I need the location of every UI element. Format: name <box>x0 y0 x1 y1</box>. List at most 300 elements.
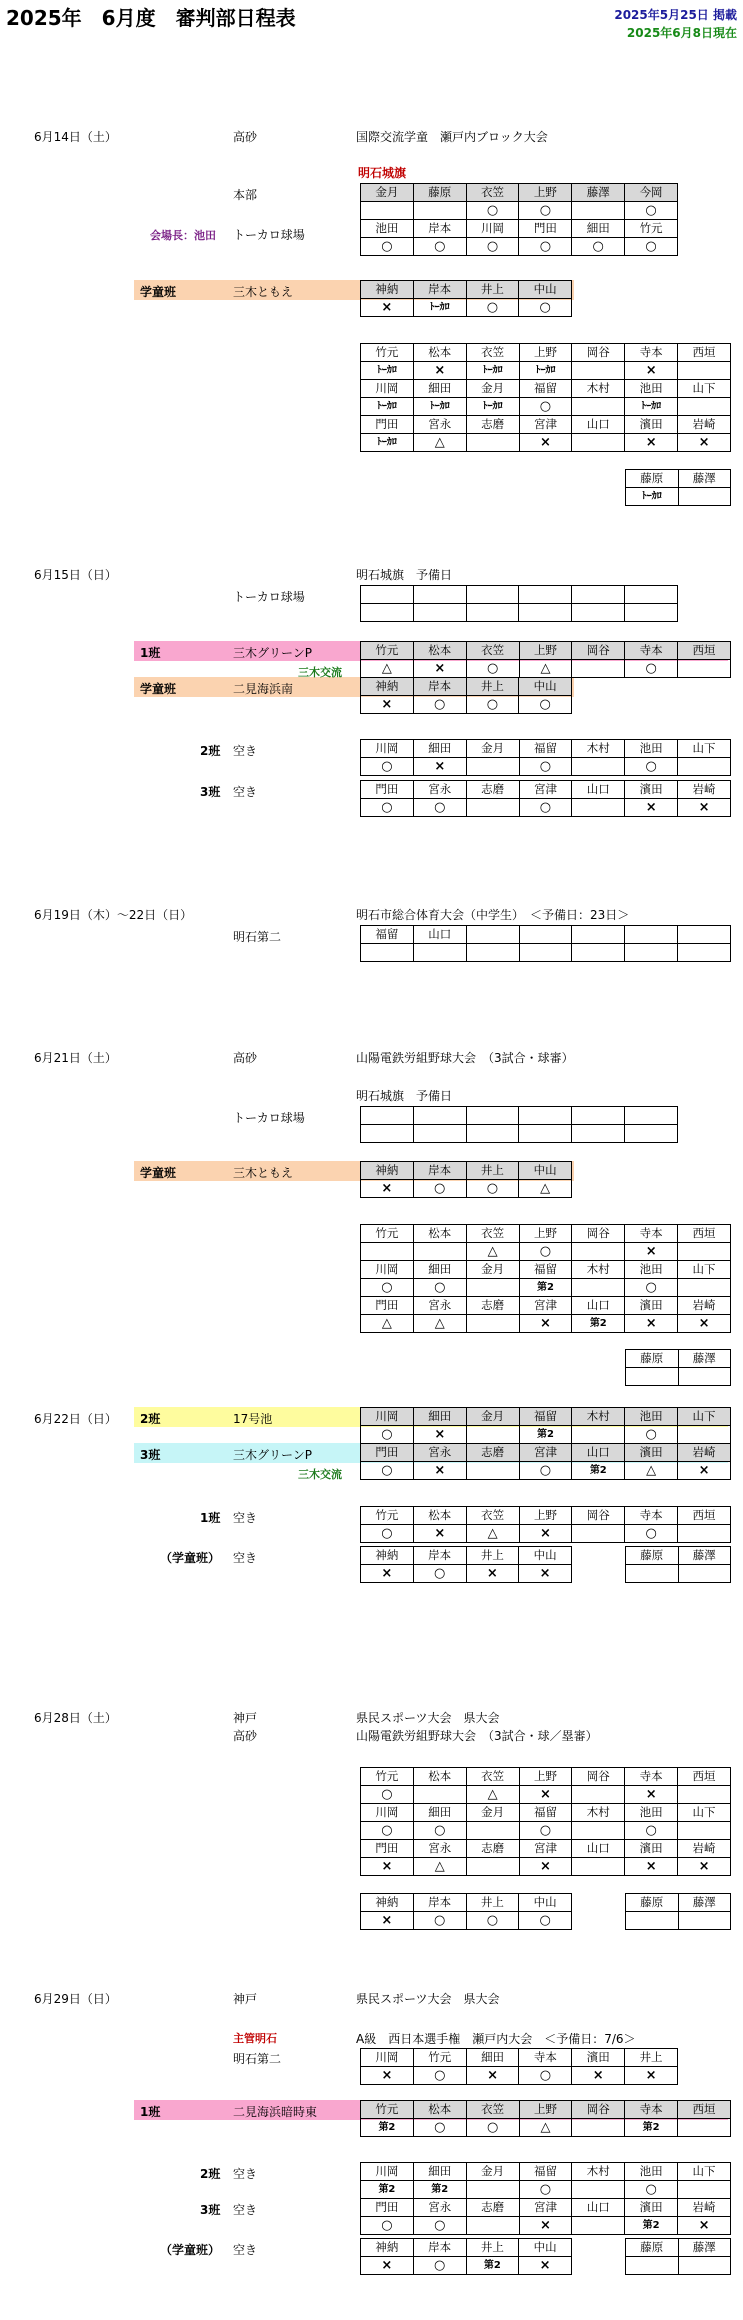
referee-name-cell: 井上 <box>466 281 519 299</box>
referee-name-cell: 川岡 <box>361 1261 414 1279</box>
assignment-cell: × <box>361 1180 414 1198</box>
assignment-cell: ○ <box>413 2067 466 2085</box>
referee-name-cell: 宮永 <box>413 781 466 799</box>
assignment-cell: ○ <box>625 1822 678 1840</box>
assignment-cell: ○ <box>413 799 466 817</box>
referee-name-cell: 上野 <box>519 1768 572 1786</box>
referee-name-cell: 福留 <box>519 2163 572 2181</box>
referee-name-cell: 中山 <box>519 2239 572 2257</box>
referee-grid-han3-0622 <box>360 1443 731 1480</box>
assignment-cell: ○ <box>572 238 625 256</box>
assignment-cell: × <box>678 1462 731 1480</box>
assignment-cell: ﾄｰｶﾛ <box>361 362 414 380</box>
assignment-cell <box>572 1858 625 1876</box>
grid-row <box>626 488 731 506</box>
grid-row <box>361 1894 572 1912</box>
assignment-cell: ○ <box>625 1525 678 1543</box>
referee-name-cell: 門田 <box>361 1444 414 1462</box>
grid-row <box>626 1547 731 1565</box>
venue-label: 空き <box>233 744 258 758</box>
referee-name-cell <box>678 926 731 944</box>
referee-name-cell: 宮津 <box>519 1840 572 1858</box>
referee-name-cell: 宮津 <box>519 781 572 799</box>
referee-name-cell: 山口 <box>572 416 625 434</box>
assignment-cell <box>626 2257 679 2275</box>
referee-name-cell: 松本 <box>413 344 466 362</box>
event-label: 山陽電鉄労組野球大会 （3試合・球／塁審） <box>356 1729 598 1743</box>
assignment-cell: △ <box>625 1462 678 1480</box>
referee-name-cell: 岸本 <box>413 220 466 238</box>
assignment-cell: × <box>519 1565 572 1583</box>
assignment-cell <box>678 660 731 678</box>
referee-name-cell: 山口 <box>413 926 466 944</box>
assignment-cell <box>572 398 625 416</box>
assignment-cell <box>361 1243 414 1261</box>
event-label: 県民スポーツ大会 県大会 <box>356 1992 500 2006</box>
assignment-cell: ○ <box>361 1786 414 1804</box>
grid-row <box>361 2049 678 2067</box>
han1-label: 1班 <box>140 646 161 660</box>
han2-label: 2班 <box>200 744 221 758</box>
assignment-cell <box>678 362 731 380</box>
referee-name-cell: 岸本 <box>413 1162 466 1180</box>
referee-name-cell <box>413 1107 466 1125</box>
referee-name-cell: 金月 <box>466 740 519 758</box>
assignment-cell: ﾄｰｶﾛ <box>625 398 678 416</box>
referee-name-cell: 竹元 <box>361 344 414 362</box>
assignment-cell <box>361 202 414 220</box>
referee-name-cell: 寺本 <box>519 2049 572 2067</box>
referee-name-cell: 藤澤 <box>572 184 625 202</box>
grid-row <box>361 1279 731 1297</box>
grid-row <box>361 1162 572 1180</box>
referee-name-cell: 岸本 <box>413 2239 466 2257</box>
grid-row <box>361 781 731 799</box>
assignment-cell: × <box>678 799 731 817</box>
assignment-cell: △ <box>466 1786 519 1804</box>
referee-name-cell: 池田 <box>625 1804 678 1822</box>
referee-name-cell: 藤澤 <box>678 1547 731 1565</box>
assignment-cell <box>361 944 414 962</box>
referee-name-cell <box>361 1107 414 1125</box>
referee-name-cell: 岩崎 <box>678 1297 731 1315</box>
grid-row <box>361 1107 678 1125</box>
assignment-cell <box>466 944 519 962</box>
assignment-cell <box>466 1426 519 1444</box>
referee-name-cell: 金月 <box>466 380 519 398</box>
referee-name-cell: 山下 <box>678 2163 731 2181</box>
referee-name-cell: 金月 <box>466 1804 519 1822</box>
venue-label: 高砂 <box>233 1051 258 1065</box>
grid-row <box>361 1547 572 1565</box>
referee-name-cell: 松本 <box>413 2101 466 2119</box>
referee-name-cell: 藤澤 <box>678 1894 731 1912</box>
grid-row <box>361 1462 731 1480</box>
assignment-cell <box>572 1822 625 1840</box>
referee-name-cell: 池田 <box>625 380 678 398</box>
section-date: 6月14日（土） <box>34 130 117 144</box>
grid-row <box>361 1507 731 1525</box>
referee-name-cell <box>361 586 414 604</box>
referee-name-cell: 西垣 <box>678 642 731 660</box>
assignment-cell <box>466 1279 519 1297</box>
referee-name-cell: 岩崎 <box>678 1444 731 1462</box>
grid-row <box>361 2101 731 2119</box>
assignment-cell <box>466 758 519 776</box>
grid-row <box>361 1180 572 1198</box>
referee-name-cell: 竹元 <box>361 1225 414 1243</box>
referee-name-cell: 松本 <box>413 642 466 660</box>
assignment-cell: ﾄｰｶﾛ <box>361 398 414 416</box>
referee-name-cell: 池田 <box>625 740 678 758</box>
referee-name-cell: 藤澤 <box>678 1350 731 1368</box>
venue-label: 高砂 <box>233 1729 258 1743</box>
referee-name-cell: 藤原 <box>626 1894 679 1912</box>
assignment-cell: ○ <box>466 1180 519 1198</box>
han3-label: 3班 <box>200 785 221 799</box>
referee-name-cell: 山下 <box>678 1261 731 1279</box>
referee-name-cell <box>519 1107 572 1125</box>
assignment-cell: × <box>361 696 414 714</box>
grid-row <box>361 1297 731 1315</box>
referee-name-cell: 宮津 <box>519 2199 572 2217</box>
assignment-cell: 第2 <box>413 2181 466 2199</box>
assignment-cell: 第2 <box>572 1315 625 1333</box>
gakudo-paren-label: （学童班） <box>160 1551 221 1565</box>
referee-name-cell <box>625 926 678 944</box>
event-label: 明石市総合体育大会（中学生） ＜予備日：23日＞ <box>356 908 630 922</box>
referee-name-cell: 山口 <box>572 2199 625 2217</box>
assignment-cell: ○ <box>413 1822 466 1840</box>
referee-name-cell: 細田 <box>413 1804 466 1822</box>
grid-row <box>361 1565 572 1583</box>
referee-name-cell: 西垣 <box>678 344 731 362</box>
assignment-cell: × <box>361 299 414 317</box>
assignment-cell: ○ <box>625 758 678 776</box>
referee-name-cell: 木村 <box>572 380 625 398</box>
referee-name-cell: 岩崎 <box>678 2199 731 2217</box>
assignment-cell <box>572 202 625 220</box>
referee-name-cell: 神納 <box>361 1547 414 1565</box>
referee-name-cell: 宮津 <box>519 1444 572 1462</box>
assignment-cell <box>626 1565 679 1583</box>
assignment-cell: △ <box>466 1525 519 1543</box>
assignment-cell: × <box>413 758 466 776</box>
assignment-cell: ﾄｰｶﾛ <box>626 488 679 506</box>
referee-name-cell: 門田 <box>361 2199 414 2217</box>
referee-name-cell: 藤原 <box>413 184 466 202</box>
referee-grid-han1-0629 <box>360 2100 731 2137</box>
referee-name-cell: 福留 <box>519 380 572 398</box>
referee-name-cell: 岡谷 <box>572 344 625 362</box>
assignment-cell: ○ <box>361 238 414 256</box>
referee-name-cell: 松本 <box>413 1225 466 1243</box>
referee-name-cell: 細田 <box>413 380 466 398</box>
referee-name-cell: 寺本 <box>625 1507 678 1525</box>
grid-row <box>361 2119 731 2137</box>
referee-grid-honbu-0614 <box>360 183 678 256</box>
assignment-cell: △ <box>413 1315 466 1333</box>
referee-grid-extra-0622 <box>625 1546 731 1583</box>
referee-name-cell: 神納 <box>361 2239 414 2257</box>
venue-label: 二見海浜南 <box>233 682 294 696</box>
venue-label: トーカロ球場 <box>233 228 305 242</box>
referee-name-cell: 山下 <box>678 380 731 398</box>
referee-name-cell: 木村 <box>572 1804 625 1822</box>
grid-row <box>361 604 678 622</box>
miki-koryu-label: 三木交流 <box>298 666 342 679</box>
han3-label: 3班 <box>140 1448 161 1462</box>
assignment-cell: × <box>625 1858 678 1876</box>
assignment-cell <box>678 944 731 962</box>
referee-name-cell: 上野 <box>519 642 572 660</box>
assignment-cell <box>466 1858 519 1876</box>
assignment-cell <box>413 1243 466 1261</box>
posted-date: 2025年5月25日 掲載 <box>614 8 737 22</box>
assignment-cell <box>466 1125 519 1143</box>
assignment-cell: × <box>413 1525 466 1543</box>
assignment-cell: ﾄｰｶﾛ <box>361 434 414 452</box>
kaijocho-label: 会場長：池田 <box>150 229 216 242</box>
assignment-cell: ○ <box>519 1822 572 1840</box>
referee-name-cell: 中山 <box>519 1547 572 1565</box>
han2-label: 2班 <box>200 2167 221 2181</box>
referee-grid-meishi-0629 <box>360 2048 678 2085</box>
assignment-cell <box>625 944 678 962</box>
gakudo-label: 学童班 <box>140 682 177 696</box>
assignment-cell <box>678 758 731 776</box>
referee-name-cell: 宮永 <box>413 1444 466 1462</box>
referee-name-cell: 衣笠 <box>466 642 519 660</box>
referee-name-cell: 中山 <box>519 1894 572 1912</box>
assignment-cell <box>466 799 519 817</box>
assignment-cell: △ <box>413 1858 466 1876</box>
gakudo-paren-label: （学童班） <box>160 2243 221 2257</box>
assignment-cell <box>413 944 466 962</box>
referee-name-cell: 竹元 <box>361 2101 414 2119</box>
referee-grid-gakudo-0614 <box>360 280 572 317</box>
event-label: A級 西日本選手権 瀬戸内大会 ＜予備日：7/6＞ <box>356 2032 636 2046</box>
referee-name-cell: 川岡 <box>361 2049 414 2067</box>
referee-name-cell: 志磨 <box>466 2199 519 2217</box>
referee-name-cell: 岡谷 <box>572 1225 625 1243</box>
venue-label: 明石第二 <box>233 2052 282 2066</box>
assignment-cell <box>361 604 414 622</box>
referee-name-cell: 金月 <box>466 2163 519 2181</box>
assignment-cell <box>678 1786 731 1804</box>
grid-row <box>361 1840 731 1858</box>
assignment-cell <box>361 1125 414 1143</box>
assignment-cell: × <box>519 1858 572 1876</box>
referee-name-cell: 宮永 <box>413 416 466 434</box>
referee-name-cell: 衣笠 <box>466 1225 519 1243</box>
event-label: 県民スポーツ大会 県大会 <box>356 1711 500 1725</box>
grid-row <box>361 2239 572 2257</box>
assignment-cell: × <box>413 1426 466 1444</box>
assignment-cell: ○ <box>413 238 466 256</box>
assignment-cell: × <box>678 2217 731 2235</box>
grid-row <box>361 1408 731 1426</box>
assignment-cell <box>678 1279 731 1297</box>
referee-name-cell: 志磨 <box>466 1840 519 1858</box>
assignment-cell: × <box>519 1525 572 1543</box>
assignment-cell: × <box>519 1315 572 1333</box>
venue-label: 三木ともえ <box>233 1166 294 1180</box>
assignment-cell: ﾄｰｶﾛ <box>466 398 519 416</box>
referee-name-cell: 神納 <box>361 281 414 299</box>
section-date: 6月15日（日） <box>34 568 117 582</box>
referee-name-cell: 藤原 <box>626 470 679 488</box>
assignment-cell: ○ <box>625 202 678 220</box>
referee-name-cell: 濱田 <box>625 781 678 799</box>
referee-name-cell: 池田 <box>625 1261 678 1279</box>
referee-name-cell: 西垣 <box>678 2101 731 2119</box>
assignment-cell: ○ <box>519 202 572 220</box>
assignment-cell: × <box>413 1462 466 1480</box>
venue-label: 空き <box>233 2243 258 2257</box>
referee-grid-teams-0628 <box>360 1767 731 1876</box>
assignment-cell: × <box>519 1786 572 1804</box>
grid-row <box>361 434 731 452</box>
grid-row <box>361 2067 678 2085</box>
referee-name-cell: 川岡 <box>361 380 414 398</box>
assignment-cell: △ <box>519 1180 572 1198</box>
referee-name-cell: 松本 <box>413 1507 466 1525</box>
event-label: 明石城旗 予備日 <box>356 1089 453 1103</box>
referee-name-cell <box>572 1107 625 1125</box>
assignment-cell: ○ <box>519 696 572 714</box>
grid-row <box>626 1565 731 1583</box>
assignment-cell: ○ <box>519 299 572 317</box>
section-date: 6月21日（土） <box>34 1051 117 1065</box>
referee-name-cell: 木村 <box>572 2163 625 2181</box>
referee-name-cell: 上野 <box>519 1225 572 1243</box>
grid-row <box>361 2181 731 2199</box>
assignment-cell <box>466 1822 519 1840</box>
referee-name-cell: 金月 <box>361 184 414 202</box>
assignment-cell <box>519 944 572 962</box>
assignment-cell: × <box>361 1912 414 1930</box>
assignment-cell: ○ <box>361 799 414 817</box>
referee-name-cell: 神納 <box>361 1162 414 1180</box>
assignment-cell <box>466 1462 519 1480</box>
referee-name-cell: 岩崎 <box>678 1840 731 1858</box>
grid-row <box>361 1225 731 1243</box>
referee-name-cell: 今岡 <box>625 184 678 202</box>
grid-row <box>361 1786 731 1804</box>
assignment-cell <box>625 1125 678 1143</box>
venue-label: 神戸 <box>233 1992 258 2006</box>
referee-name-cell: 濱田 <box>625 1840 678 1858</box>
referee-name-cell: 門田 <box>361 781 414 799</box>
grid-row <box>361 1822 731 1840</box>
assignment-cell <box>413 1786 466 1804</box>
referee-name-cell: 木村 <box>572 740 625 758</box>
assignment-cell: × <box>519 434 572 452</box>
assignment-cell: ﾄｰｶﾛ <box>413 398 466 416</box>
referee-grid-meishi-0619 <box>360 925 731 962</box>
assignment-cell: ○ <box>413 2119 466 2137</box>
event-label: 国際交流学童 瀬戸内ブロック大会 <box>356 130 548 144</box>
referee-name-cell: 岡谷 <box>572 1507 625 1525</box>
referee-name-cell: 衣笠 <box>466 1768 519 1786</box>
grid-row <box>626 2257 731 2275</box>
assignment-cell: ○ <box>413 1279 466 1297</box>
referee-grid-extra-0621 <box>625 1349 731 1386</box>
referee-name-cell: 岸本 <box>413 1894 466 1912</box>
assignment-cell: ○ <box>519 758 572 776</box>
referee-name-cell: 山口 <box>572 1444 625 1462</box>
referee-name-cell: 濱田 <box>625 2199 678 2217</box>
grid-row <box>626 470 731 488</box>
venue-label: 空き <box>233 1511 258 1525</box>
assignment-cell: ○ <box>625 2181 678 2199</box>
assignment-cell <box>678 1822 731 1840</box>
referee-name-cell: 井上 <box>466 1547 519 1565</box>
referee-name-cell: 門田 <box>361 1840 414 1858</box>
assignment-cell <box>413 604 466 622</box>
assignment-cell: 第2 <box>519 1279 572 1297</box>
referee-name-cell: 井上 <box>466 678 519 696</box>
referee-name-cell: 濱田 <box>572 2049 625 2067</box>
grid-row <box>361 1858 731 1876</box>
venue-label: 三木ともえ <box>233 285 294 299</box>
grid-row <box>361 1243 731 1261</box>
assignment-cell: 第2 <box>361 2181 414 2199</box>
referee-name-cell: 濱田 <box>625 1444 678 1462</box>
assignment-cell: × <box>625 1315 678 1333</box>
referee-grid-gakudo-0629 <box>360 2238 572 2275</box>
referee-name-cell: 福留 <box>519 1261 572 1279</box>
referee-name-cell: 岸本 <box>413 678 466 696</box>
assignment-cell: 第2 <box>625 2119 678 2137</box>
assignment-cell: ○ <box>413 2217 466 2235</box>
referee-name-cell: 上野 <box>519 184 572 202</box>
assignment-cell: × <box>361 1858 414 1876</box>
referee-name-cell: 神納 <box>361 1894 414 1912</box>
grid-row <box>361 202 678 220</box>
section-date: 6月19日（木）～22日（日） <box>34 908 193 922</box>
grid-row <box>361 281 572 299</box>
referee-name-cell: 川岡 <box>361 1408 414 1426</box>
referee-name-cell: 木村 <box>572 1261 625 1279</box>
assignment-cell: ○ <box>466 238 519 256</box>
assignment-cell: × <box>625 434 678 452</box>
grid-row <box>361 220 678 238</box>
assignment-cell: ﾄｰｶﾛ <box>519 362 572 380</box>
referee-name-cell: 志磨 <box>466 416 519 434</box>
assignment-cell: × <box>413 660 466 678</box>
assignment-cell: 第2 <box>361 2119 414 2137</box>
referee-name-cell: 竹元 <box>361 1768 414 1786</box>
referee-name-cell: 中山 <box>519 678 572 696</box>
referee-grid-extra-0629 <box>625 2238 731 2275</box>
venue-label: 神戸 <box>233 1711 258 1725</box>
grid-row <box>361 1444 731 1462</box>
assignment-cell <box>678 1426 731 1444</box>
shukan-label: 主管明石 <box>233 2032 277 2045</box>
referee-name-cell: 中山 <box>519 281 572 299</box>
assignment-cell: ○ <box>361 2217 414 2235</box>
venue-label: 空き <box>233 785 258 799</box>
gakudo-label: 学童班 <box>140 285 177 299</box>
venue-label: 空き <box>233 2203 258 2217</box>
referee-name-cell: 濱田 <box>625 416 678 434</box>
assignment-cell: △ <box>361 1315 414 1333</box>
assignment-cell: ﾄｰｶﾛ <box>466 362 519 380</box>
referee-name-cell: 池田 <box>625 1408 678 1426</box>
referee-grid-tokaro-0621 <box>360 1106 678 1143</box>
